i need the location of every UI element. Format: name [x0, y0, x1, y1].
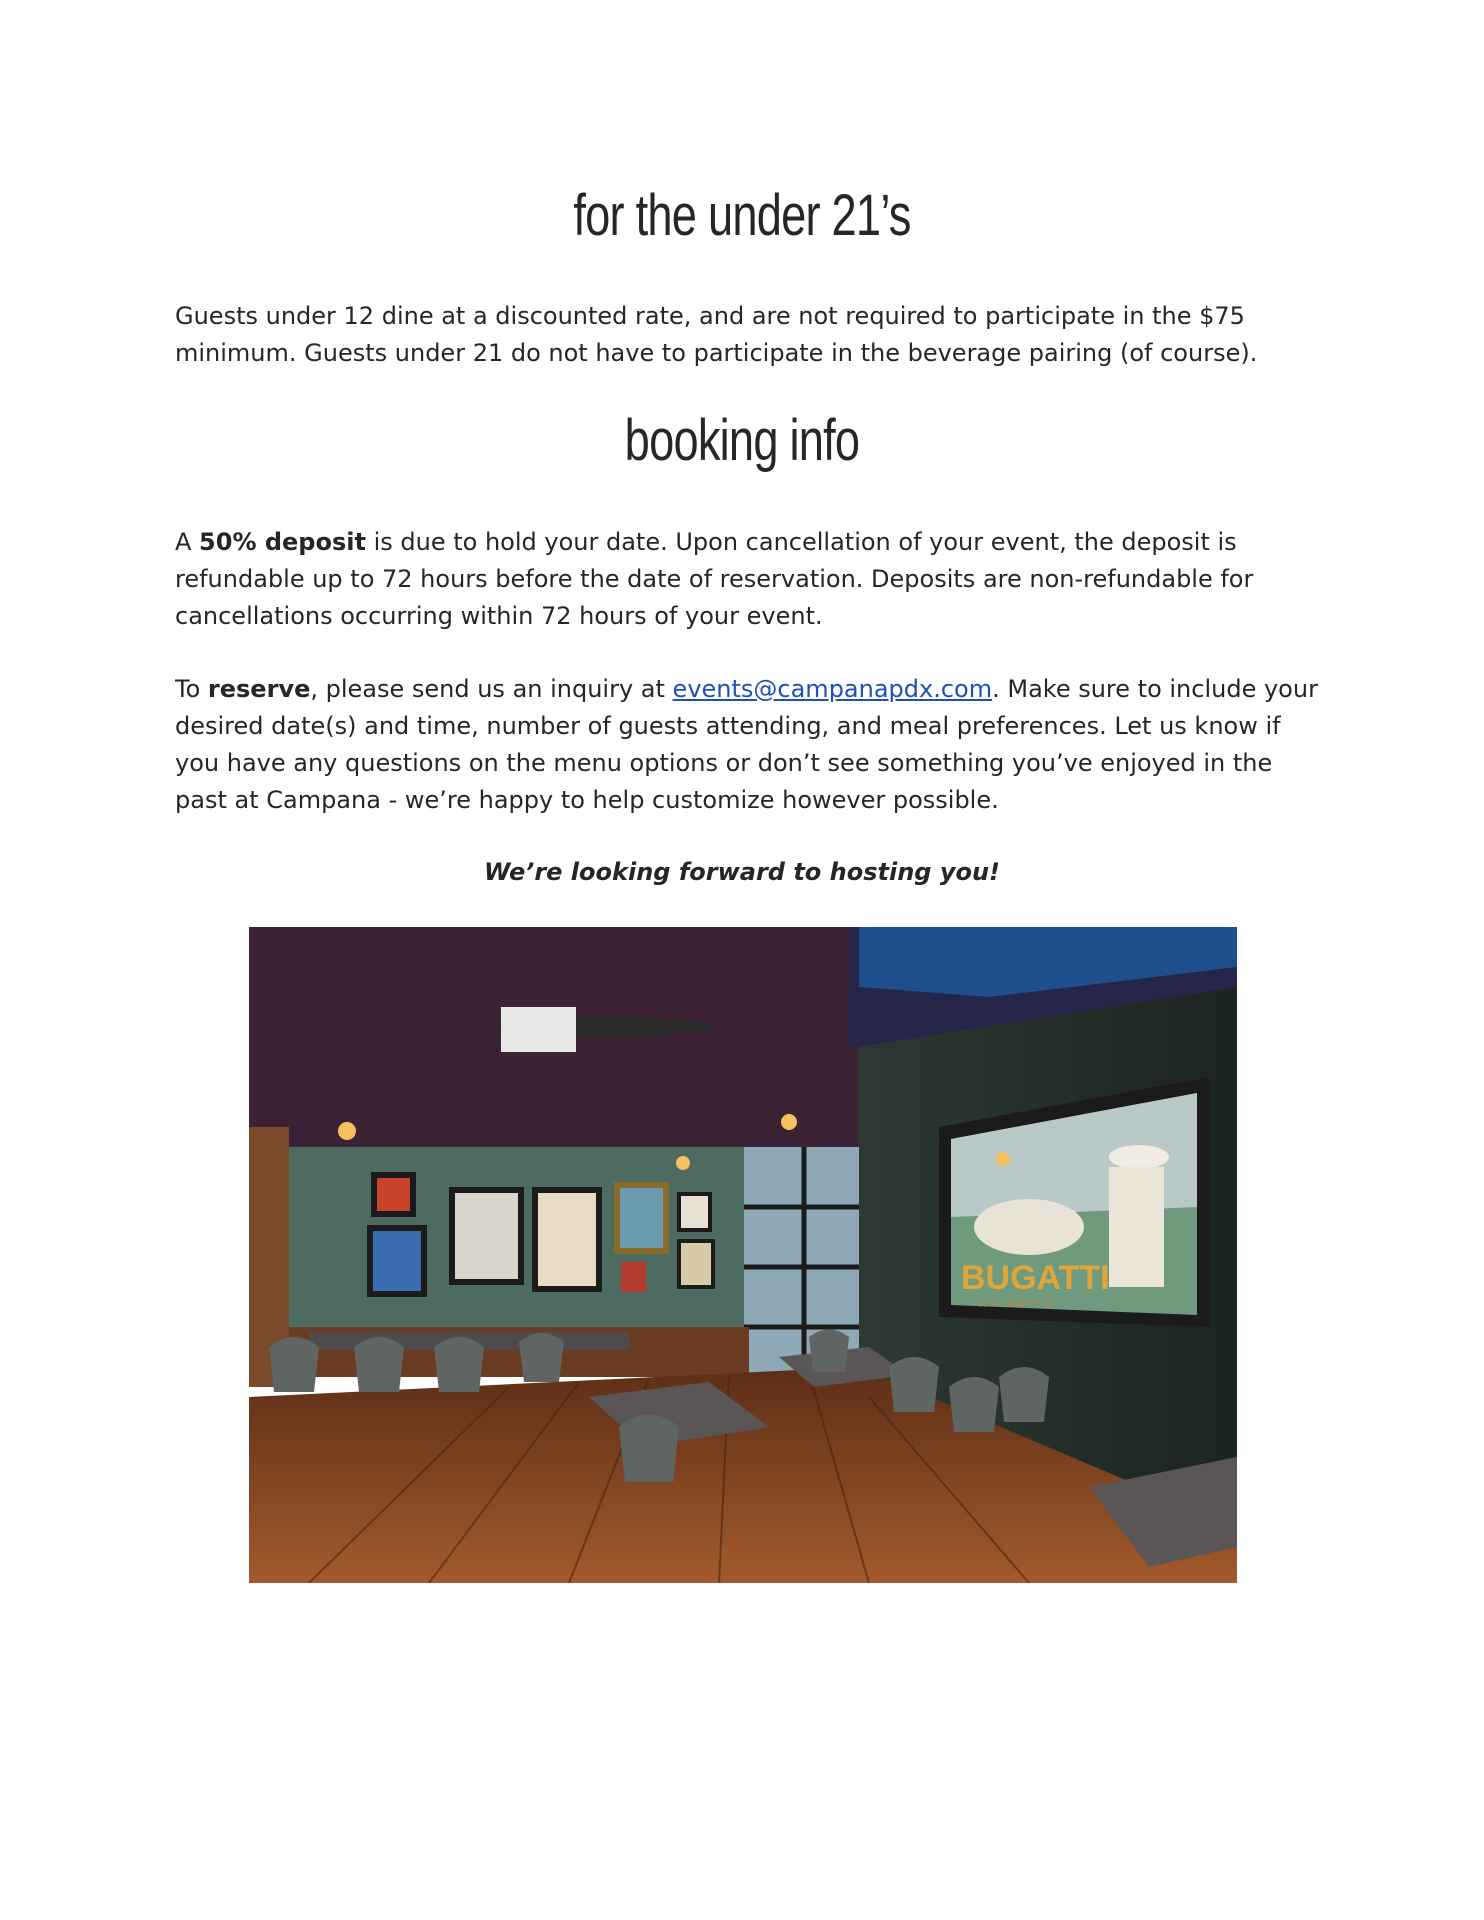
deposit-text: is due to hold your date. Upon cancellation of your event, the deposit is refundable up to 72 hours before the date of reservation. Deposits are non-refundable for cancellations occurring within 72 hours of your event. [175, 528, 1254, 630]
reserve-paragraph [175, 671, 1325, 819]
deposit-prefix: A [175, 528, 200, 556]
reserve-middle: , please send us an inquiry at [310, 675, 673, 703]
under-21-paragraph: Guests under 12 dine at a discounted rate, and are not required to participate in the $75 minimum. Guests under 21 do not have to participate in the beverage pairing (of course). [175, 302, 1258, 367]
reserve-prefix: To [175, 675, 208, 703]
under-21-heading: for the under 21’s [573, 183, 911, 248]
poster-title: BUGATTI [961, 1259, 1110, 1297]
reserve-text: . Make sure to include your desired date(s) and time, number of guests attending, and meal preferences. Let us know if you have any questions on the menu options or don’t see something you’ve enjoyed in the past at Campana - we’re happy to help customize however possible. [175, 675, 1318, 814]
poster-subtitle: ATLANTIC [979, 1298, 1056, 1310]
ac-unit [501, 1007, 576, 1052]
restaurant-interior-photo [249, 927, 1237, 1583]
reserve-bold: reserve [207, 675, 311, 703]
closing-line: We’re looking forward to hosting you! [484, 858, 1000, 886]
booking-info-heading: booking info [624, 408, 860, 473]
email-link[interactable]: events@campanapdx.com [672, 675, 993, 703]
deposit-bold: 50% deposit [199, 528, 366, 556]
deposit-paragraph [175, 524, 1325, 635]
